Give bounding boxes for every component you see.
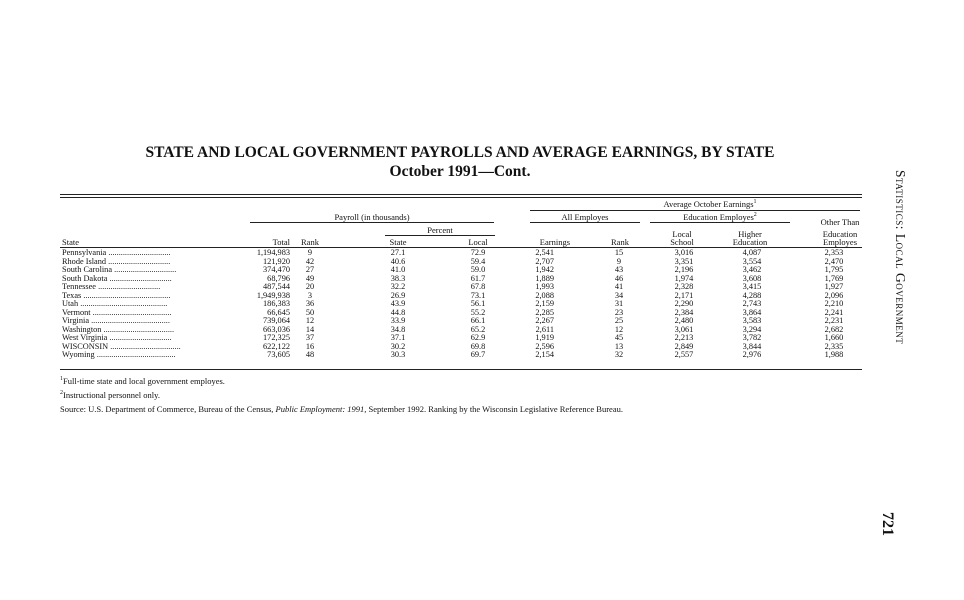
cell-local-school: 2,196 xyxy=(674,265,694,274)
cell-other: 2,231 xyxy=(824,316,844,325)
state-name: South Carolina xyxy=(62,266,113,274)
cell-local-pct: 69.7 xyxy=(470,350,486,359)
header-edu-rule xyxy=(650,222,790,223)
leader-dots: .............................. xyxy=(109,274,172,283)
header-avg-rule xyxy=(530,210,860,211)
state-name: Pennsylvania xyxy=(62,249,107,257)
cell-higher-edu: 3,782 xyxy=(742,333,762,342)
header-local-school-1: Local xyxy=(672,229,692,239)
leader-dots: .............................. xyxy=(108,257,171,266)
cell-total: 172,325 xyxy=(263,333,290,342)
cell-local-pct: 73.1 xyxy=(470,290,486,300)
leader-dots: ...................................... xyxy=(96,351,176,359)
cell-state xyxy=(62,266,250,275)
cell-higher-edu: 4,087 xyxy=(742,248,762,257)
cell-state xyxy=(62,275,250,284)
header-all-employes: All Employes xyxy=(561,212,609,222)
cell-state xyxy=(62,292,250,301)
cell-total: 68,796 xyxy=(267,273,290,283)
cell-state-pct: 43.9 xyxy=(390,299,406,308)
cell-rank: 14 xyxy=(305,324,315,334)
cell-local-pct: 69.8 xyxy=(470,341,486,351)
table-row xyxy=(60,343,862,352)
state-name: Wyoming xyxy=(62,351,95,359)
cell-local-school: 3,061 xyxy=(674,324,694,334)
header-total: Total xyxy=(272,237,290,247)
header-state: State xyxy=(62,237,79,247)
table-row xyxy=(60,351,862,360)
cell-rank: 9 xyxy=(307,248,313,257)
header-bottom-rule xyxy=(60,247,862,248)
header-education-employes: Education Employes$^2$ xyxy=(683,212,757,222)
cell-other: 2,335 xyxy=(824,341,844,351)
cell-total: 374,470 xyxy=(263,265,290,274)
cell-rank2: 41 xyxy=(614,282,624,291)
cell-total: 186,383 xyxy=(263,299,290,308)
cell-local-school: 2,290 xyxy=(674,299,694,308)
cell-total: 66,645 xyxy=(267,307,290,317)
cell-earnings: 2,154 xyxy=(535,350,554,359)
header-local-pct: Local xyxy=(468,237,488,247)
cell-total: 73,605 xyxy=(267,350,290,359)
page-title: STATE AND LOCAL GOVERNMENT PAYROLLS AND AVERAGE EARNINGS, BY STATE xyxy=(145,144,775,161)
cell-earnings: 2,285 xyxy=(535,307,554,317)
cell-local-pct: 56.1 xyxy=(470,299,486,308)
cell-rank: 50 xyxy=(305,307,315,317)
cell-rank: 20 xyxy=(305,282,315,291)
cell-state xyxy=(62,300,250,309)
cell-state-pct: 38.3 xyxy=(390,273,406,283)
cell-total: 1,949,938 xyxy=(256,290,290,300)
cell-local-school: 2,849 xyxy=(674,341,694,351)
cell-state xyxy=(62,334,250,343)
cell-higher-edu: 3,415 xyxy=(742,282,762,291)
cell-earnings: 2,541 xyxy=(535,248,554,257)
header-earnings: Earnings xyxy=(539,237,570,247)
header-all-rule xyxy=(530,222,640,223)
source-note: Source: U.S. Department of Commerce, Bureau of the Census, Public Employment: 1991, September 1992. Ranking by the Wisconsin Legislative Reference Bureau. xyxy=(60,404,623,414)
cell-rank2: 46 xyxy=(614,273,624,283)
cell-earnings: 2,267 xyxy=(535,316,554,325)
leader-dots: .............................. xyxy=(114,266,177,274)
cell-higher-edu: 3,864 xyxy=(742,307,762,317)
cell-higher-edu: 3,608 xyxy=(742,273,762,283)
cell-local-pct: 65.2 xyxy=(470,324,486,334)
state-name: Virginia xyxy=(62,317,90,325)
cell-higher-edu: 2,976 xyxy=(742,350,762,359)
cell-earnings: 2,159 xyxy=(535,299,554,308)
cell-local-school: 2,328 xyxy=(674,282,694,291)
cell-other: 2,682 xyxy=(824,324,844,334)
cell-other: 2,096 xyxy=(824,290,844,300)
cell-local-school: 3,351 xyxy=(674,256,694,266)
cell-earnings: 1,993 xyxy=(535,282,554,291)
header-percent-rule xyxy=(385,235,495,236)
cell-rank: 37 xyxy=(305,333,315,342)
cell-higher-edu: 3,844 xyxy=(742,341,762,351)
header-payroll: Payroll (in thousands) xyxy=(334,212,410,222)
cell-other: 2,241 xyxy=(824,307,844,317)
cell-total: 663,036 xyxy=(263,324,290,334)
cell-earnings: 2,596 xyxy=(535,341,554,351)
cell-local-school: 2,384 xyxy=(674,307,694,317)
cell-other: 1,988 xyxy=(824,350,844,359)
cell-other: 2,470 xyxy=(824,256,844,266)
cell-earnings: 2,611 xyxy=(535,324,554,334)
cell-earnings: 2,707 xyxy=(535,256,554,266)
state-name: Tennessee xyxy=(62,283,96,291)
cell-state-pct: 32.2 xyxy=(390,282,406,291)
cell-rank: 42 xyxy=(305,256,315,266)
table-row xyxy=(60,326,862,335)
cell-state-pct: 40.6 xyxy=(390,256,406,266)
table-row xyxy=(60,275,862,284)
leader-dots: .............................. xyxy=(98,283,161,291)
cell-state-pct: 27.1 xyxy=(390,248,406,257)
header-rank2: Rank xyxy=(611,237,629,247)
page-number: 721 xyxy=(879,512,896,536)
state-name: West Virginia xyxy=(62,334,108,342)
state-name: South Dakota xyxy=(62,274,108,283)
cell-higher-edu: 3,554 xyxy=(742,256,762,266)
cell-other: 1,769 xyxy=(824,273,844,283)
cell-state xyxy=(62,326,250,335)
cell-rank2: 25 xyxy=(614,316,624,325)
leader-dots: .................................. xyxy=(103,325,175,334)
header-higher-edu-2: Education xyxy=(732,237,768,247)
cell-rank2: 34 xyxy=(614,290,624,300)
cell-state-pct: 26.9 xyxy=(390,290,406,300)
cell-local-school: 2,171 xyxy=(674,290,694,300)
table-row xyxy=(60,309,862,318)
table-row xyxy=(60,266,862,275)
table-row xyxy=(60,283,862,292)
table-row xyxy=(60,292,862,301)
cell-state-pct: 44.8 xyxy=(390,307,406,317)
running-head: Statistics: Local Government xyxy=(893,170,908,345)
header-higher-edu-1: Higher xyxy=(738,229,762,239)
cell-rank: 36 xyxy=(305,299,315,308)
cell-state xyxy=(62,258,250,267)
footnote-1: $^1$Full-time state and local government employes. xyxy=(60,376,225,386)
cell-total: 487,544 xyxy=(263,282,290,291)
cell-rank2: 13 xyxy=(614,341,624,351)
header-percent: Percent xyxy=(427,225,453,235)
cell-rank: 27 xyxy=(305,265,315,274)
cell-rank2: 32 xyxy=(614,350,624,359)
cell-rank2: 15 xyxy=(614,248,624,257)
cell-other: 1,795 xyxy=(824,265,844,274)
cell-other: 2,210 xyxy=(824,299,844,308)
cell-rank2: 43 xyxy=(614,265,624,274)
cell-state-pct: 33.9 xyxy=(390,316,406,325)
table-row xyxy=(60,300,862,309)
header-other-1: Other Than xyxy=(820,217,860,227)
leader-dots: .............................. xyxy=(108,249,171,257)
cell-rank2: 9 xyxy=(616,256,622,266)
cell-rank: 12 xyxy=(305,316,315,325)
cell-higher-edu: 3,462 xyxy=(742,265,762,274)
header-other-3: Employes xyxy=(823,237,857,247)
cell-other: 1,660 xyxy=(824,333,844,342)
header-avg-earnings: Average October Earnings$^1$ xyxy=(663,199,757,209)
cell-earnings: 1,919 xyxy=(535,333,554,342)
cell-rank: 49 xyxy=(305,273,315,283)
cell-state xyxy=(62,317,250,326)
state-name: Utah xyxy=(62,300,79,308)
cell-state-pct: 37.1 xyxy=(390,333,406,342)
leader-dots: ...................................... xyxy=(92,308,172,317)
cell-local-school: 2,480 xyxy=(674,316,694,325)
cell-local-school: 2,213 xyxy=(674,333,694,342)
cell-rank2: 31 xyxy=(614,299,624,308)
page-subtitle: October 1991—Cont. xyxy=(389,163,531,180)
cell-rank: 48 xyxy=(305,350,315,359)
table-row xyxy=(60,334,862,343)
top-rule-second xyxy=(60,197,862,198)
leader-dots: ...................................... xyxy=(91,317,170,325)
cell-other: 1,927 xyxy=(824,282,844,291)
table-body xyxy=(60,249,862,360)
cell-higher-edu: 3,294 xyxy=(742,324,762,334)
cell-state xyxy=(62,249,250,258)
cell-local-pct: 62.9 xyxy=(470,333,486,342)
leader-dots: .......................................... xyxy=(80,300,168,308)
cell-total: 739,064 xyxy=(263,316,290,325)
table-row xyxy=(60,317,862,326)
cell-local-school: 1,974 xyxy=(674,273,694,283)
cell-local-pct: 67.8 xyxy=(470,282,486,291)
cell-state xyxy=(62,343,250,352)
cell-local-pct: 66.1 xyxy=(470,316,486,325)
cell-higher-edu: 3,583 xyxy=(742,316,762,325)
cell-earnings: 1,942 xyxy=(535,265,554,274)
cell-rank2: 45 xyxy=(614,333,624,342)
table-row xyxy=(60,258,862,267)
cell-local-pct: 72.9 xyxy=(470,248,486,257)
cell-state-pct: 30.2 xyxy=(390,341,406,351)
header-other-2: Education xyxy=(822,229,858,239)
top-rule xyxy=(60,194,862,195)
cell-local-pct: 61.7 xyxy=(470,273,486,283)
state-name: WISCONSIN xyxy=(62,342,109,351)
cell-local-school: 2,557 xyxy=(674,350,694,359)
state-name: Texas xyxy=(62,291,82,300)
cell-total: 622,122 xyxy=(263,341,290,351)
header-payroll-rule xyxy=(250,222,494,223)
cell-other: 2,353 xyxy=(824,248,844,257)
cell-total: 121,920 xyxy=(263,256,290,266)
footnote-2: $^2$Instructional personnel only. xyxy=(60,390,160,400)
cell-local-school: 3,016 xyxy=(674,248,694,257)
cell-earnings: 2,088 xyxy=(535,290,554,300)
header-rank: Rank xyxy=(301,237,319,247)
cell-local-pct: 55.2 xyxy=(470,307,486,317)
cell-rank2: 23 xyxy=(614,307,624,317)
table-row xyxy=(60,249,862,258)
cell-local-pct: 59.0 xyxy=(470,265,486,274)
cell-rank: 3 xyxy=(307,290,313,300)
bottom-rule xyxy=(60,369,862,370)
leader-dots: .................................. xyxy=(110,342,181,351)
cell-higher-edu: 4,288 xyxy=(742,290,762,300)
state-name: Washington xyxy=(62,325,102,334)
cell-total: 1,194,983 xyxy=(256,248,290,257)
leader-dots: .............................. xyxy=(109,334,172,342)
cell-rank: 16 xyxy=(305,341,315,351)
leader-dots: .......................................... xyxy=(83,291,171,300)
cell-higher-edu: 2,743 xyxy=(742,299,762,308)
header-state-pct: State xyxy=(389,237,407,247)
cell-state xyxy=(62,351,250,360)
cell-earnings: 1,889 xyxy=(535,273,554,283)
cell-state xyxy=(62,309,250,318)
cell-state-pct: 34.8 xyxy=(390,324,406,334)
header-local-school-2: School xyxy=(670,237,694,247)
state-name: Vermont xyxy=(62,308,91,317)
cell-local-pct: 59.4 xyxy=(470,256,486,266)
cell-state xyxy=(62,283,250,292)
cell-state-pct: 30.3 xyxy=(390,350,406,359)
cell-rank2: 12 xyxy=(614,324,624,334)
state-name: Rhode Island xyxy=(62,257,107,266)
cell-state-pct: 41.0 xyxy=(390,265,406,274)
